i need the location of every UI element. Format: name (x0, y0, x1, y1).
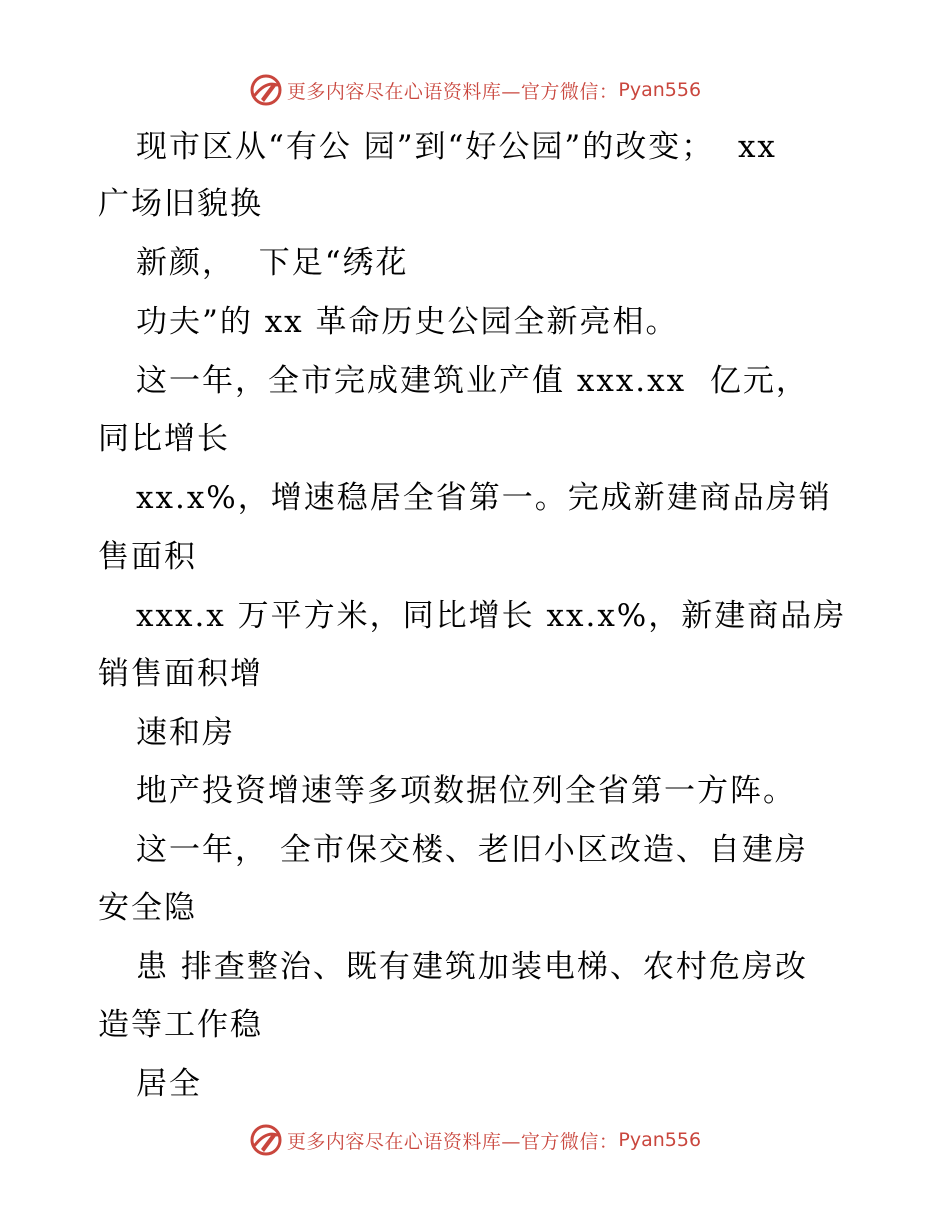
body-line: 新颜， 下足“绣花 (136, 245, 409, 281)
body-line: 同比增长 (98, 421, 230, 457)
body-line: xx.x%，增速稳居全省第一。完成新建商品房销 (136, 480, 832, 516)
body-line: 居全 (136, 1066, 202, 1102)
watermark-text: 更多内容尽在心语资料库—官方微信： (286, 1130, 619, 1153)
body-line: xxx.x 万平方米，同比增长 xx.x%，新建商品房 (136, 598, 847, 634)
pen-seal-logo-icon (249, 1123, 283, 1157)
watermark-id: Pyan556 (618, 79, 702, 101)
body-line: 功夫”的 xx 革命历史公园全新亮相。 (136, 304, 679, 340)
body-line: 售面积 (98, 539, 197, 575)
body-line: 这一年，全市完成建筑业产值 xxx.xx 亿元， (136, 363, 809, 399)
body-line: 地产投资增速等多项数据位列全省第一方阵。 (136, 773, 796, 809)
body-line: 速和房 (136, 715, 235, 751)
body-line: 现市区从“有公 园”到“好公园”的改变； xx (136, 129, 777, 165)
footer-watermark (0, 1120, 950, 1160)
body-line: 广场旧貌换 (98, 186, 263, 222)
body-line: 患 排查整治、既有建筑加装电梯、农村危房改 (136, 949, 808, 985)
body-line: 安全隐 (98, 890, 197, 926)
body-line: 销售面积增 (98, 656, 263, 692)
watermark-id: Pyan556 (618, 1129, 702, 1151)
watermark-text: 更多内容尽在心语资料库—官方微信： (286, 80, 619, 103)
body-line: 这一年， 全市保交楼、老旧小区改造、自建房 (136, 832, 808, 868)
body-line: 造等工作稳 (98, 1007, 263, 1043)
